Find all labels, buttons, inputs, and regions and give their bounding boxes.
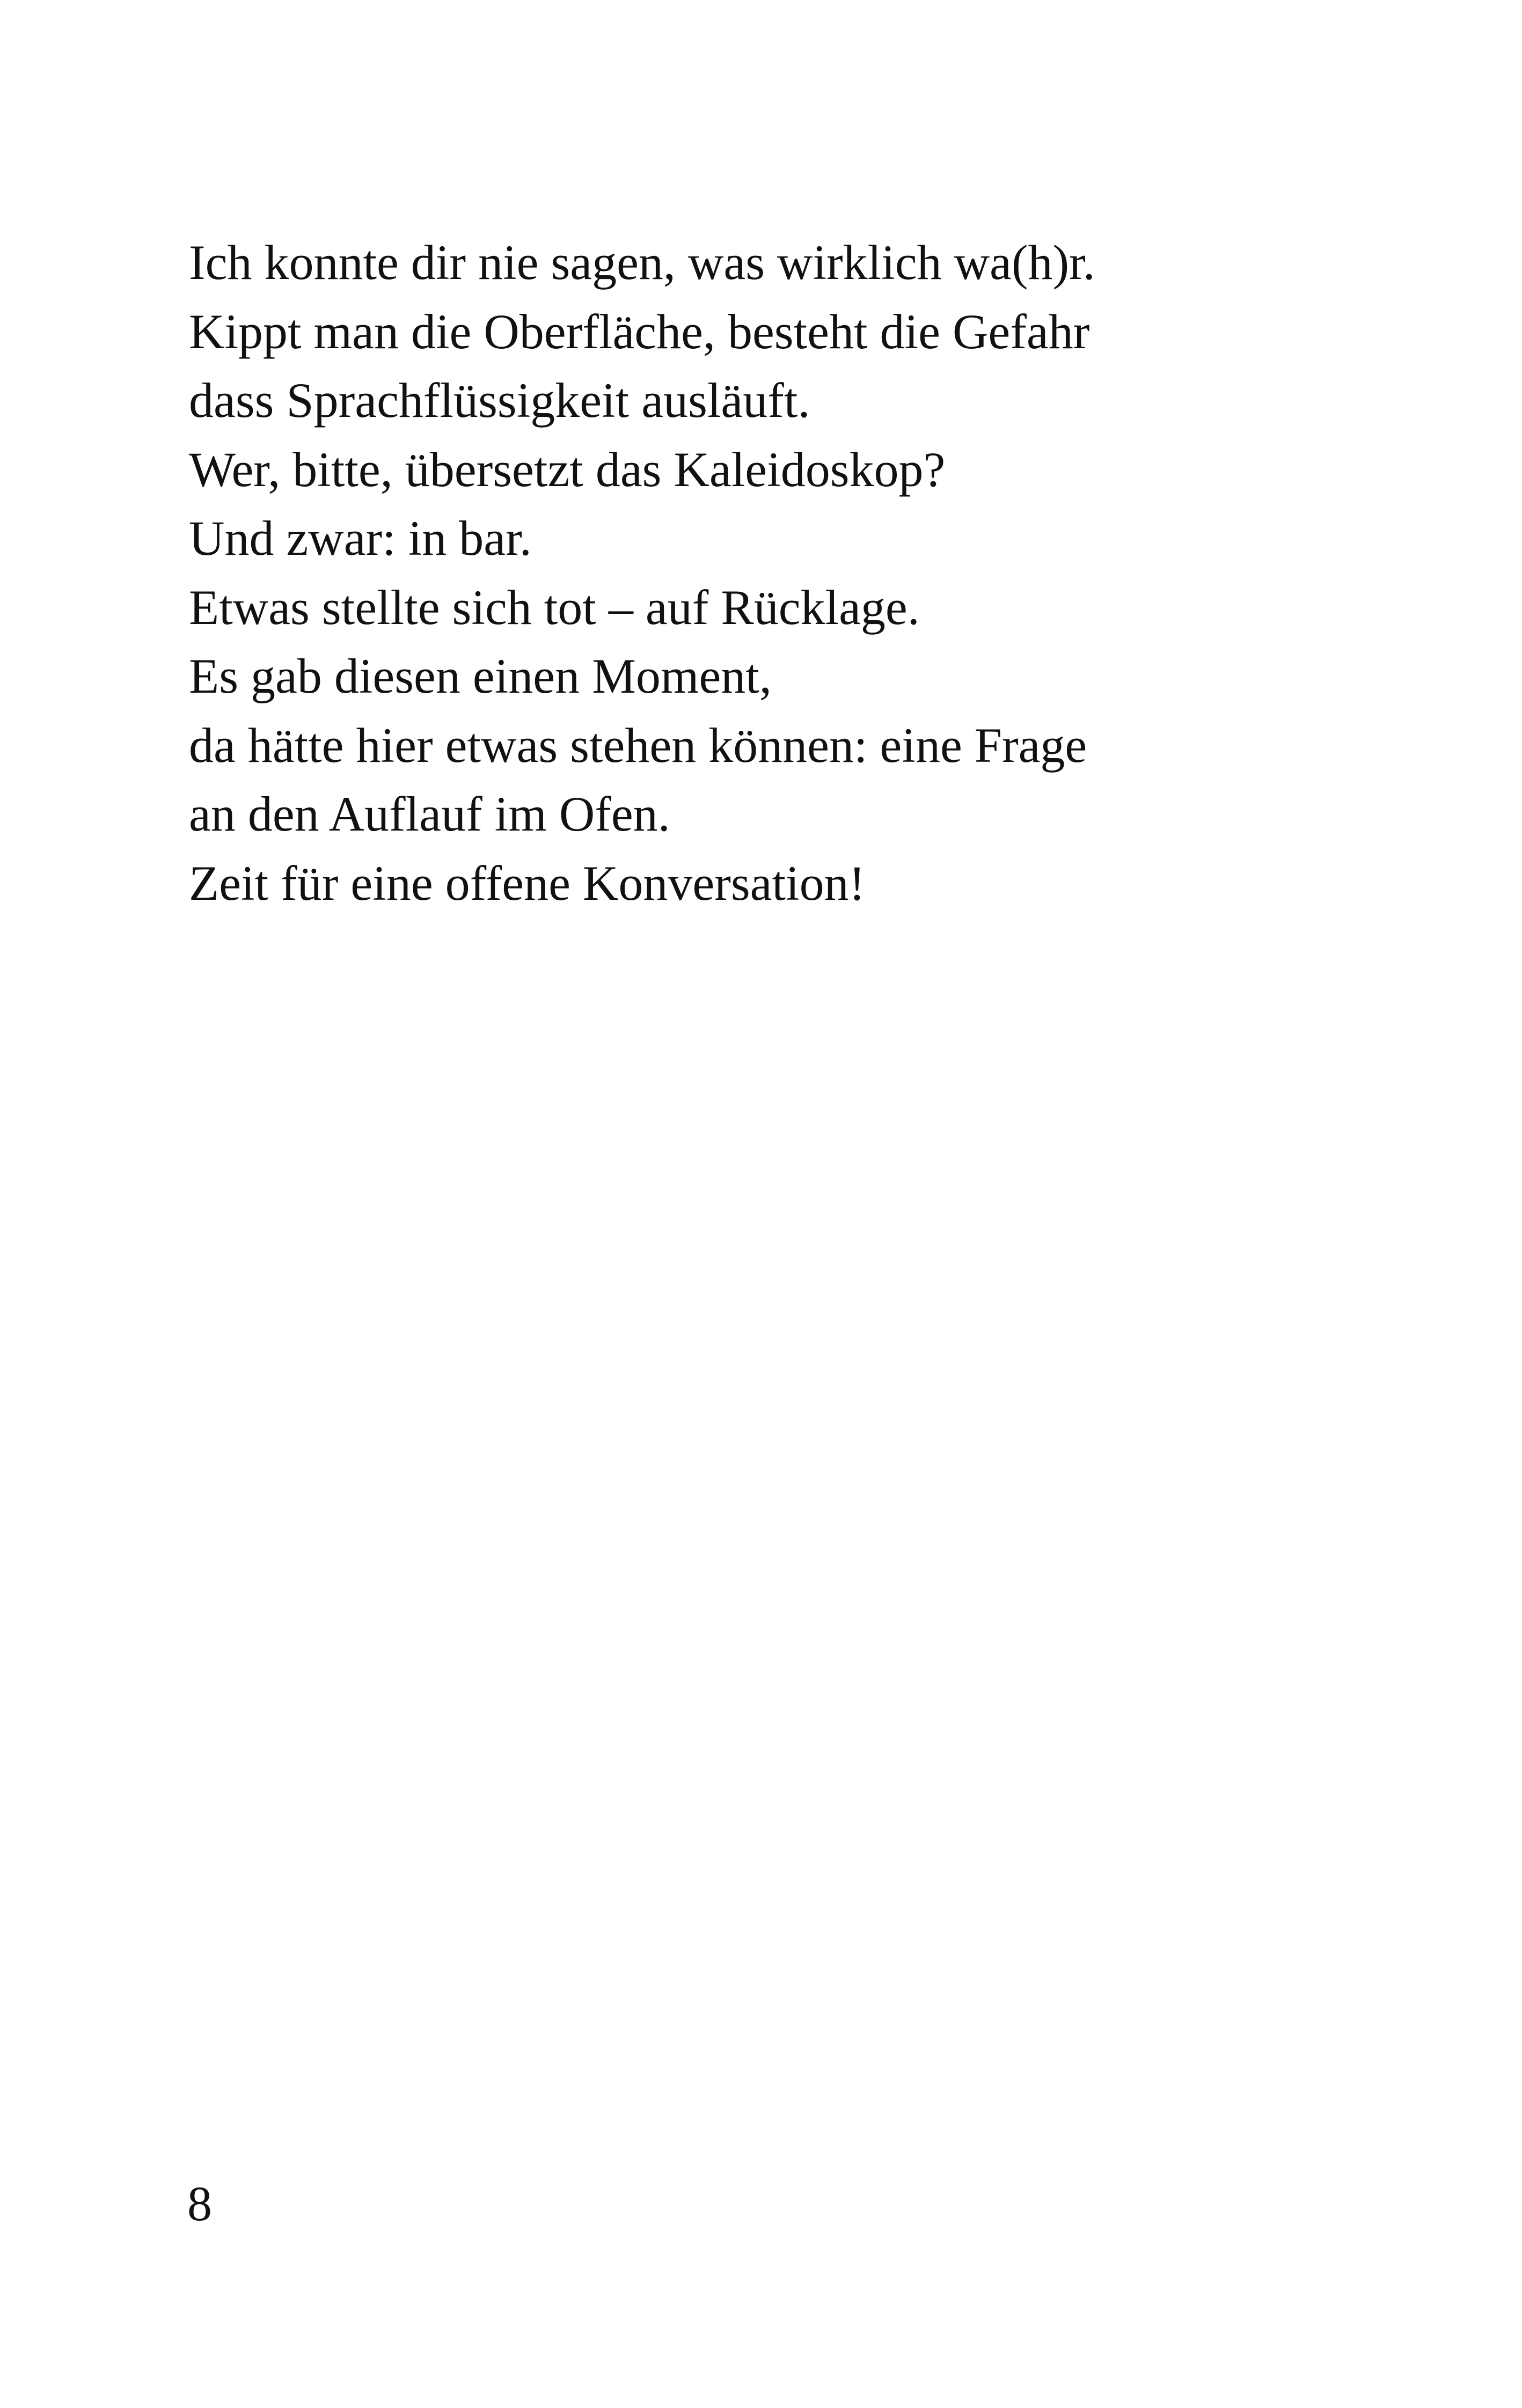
poem-line: dass Sprachflüssigkeit ausläuft. [189, 373, 810, 428]
poem-line: Und zwar: in bar. [189, 511, 532, 566]
poem-line: Ich konnte dir nie sagen, was wirklich wa(h)r. [189, 235, 1095, 290]
poem-line: Zeit für eine offene Konversation! [189, 855, 866, 911]
poem-line: Etwas stellte sich tot – auf Rücklage. [189, 579, 920, 635]
page-number: 8 [187, 2176, 212, 2231]
poem-line: Wer, bitte, übersetzt das Kaleidoskop? [189, 442, 946, 497]
poem-text [189, 228, 1095, 917]
poem-line: an den Auflauf im Ofen. [189, 787, 670, 841]
poem-line: Es gab diesen einen Moment, [189, 649, 772, 703]
poem-line: Kippt man die Oberfläche, besteht die Gefahr [189, 304, 1090, 359]
poem-line: da hätte hier etwas stehen können: eine Frage [189, 717, 1087, 773]
